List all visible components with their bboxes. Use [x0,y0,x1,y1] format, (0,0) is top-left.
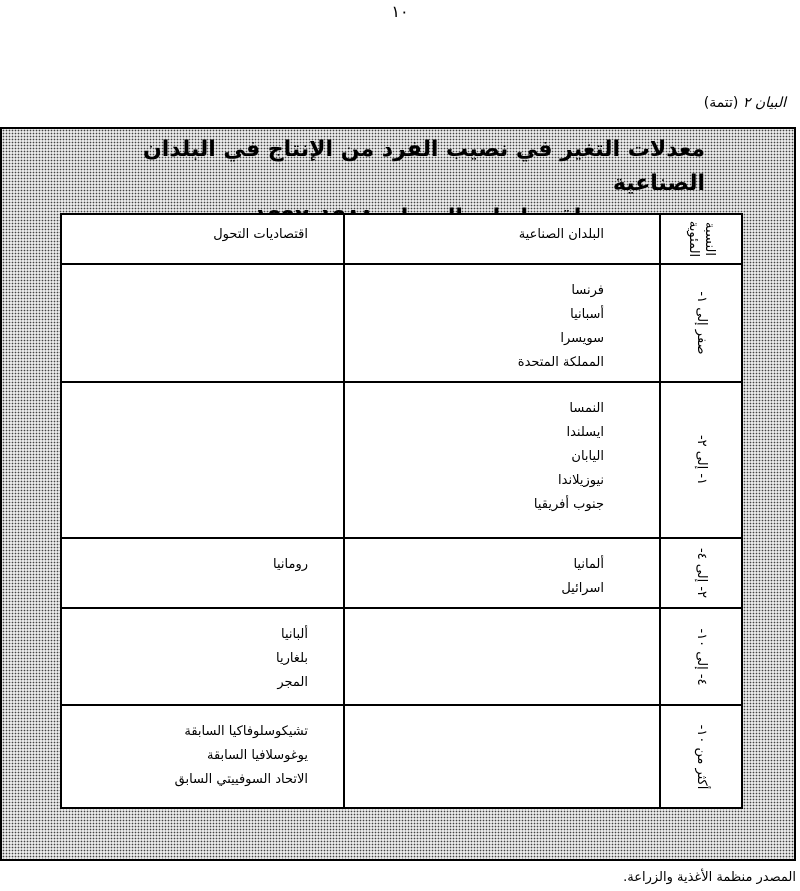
country-item: ألبانيا [281,627,308,642]
country-item: يوغوسلافيا السابقة [206,748,308,763]
caption-label: البيان ٢ [742,95,786,111]
country-item: فرنسا [571,283,604,298]
industrial-cell [344,264,660,382]
country-item: أسبانيا [570,307,604,322]
industrial-cell [344,705,660,808]
transition-cell [61,705,344,808]
industrial-cell [344,538,660,608]
transition-cell [61,382,344,538]
header-ratio: النسبة المئوية [660,214,742,264]
country-item: جنوب أفريقيا [533,497,604,512]
country-item: بلغاريا [275,651,308,666]
page-number: ١٠ [391,2,409,21]
country-item: رومانيا [273,557,308,572]
table-header-row [61,214,742,264]
country-item: النمسا [569,401,604,416]
country-item: اليابان [571,449,604,464]
table-row [61,705,742,808]
header-industrial: البلدان الصناعية [344,214,660,264]
table-row [61,264,742,382]
caption-suffix: (تتمة) [703,95,739,111]
figure-caption [704,95,786,111]
transition-cell [61,608,344,705]
transition-cell [61,264,344,382]
ratio-cell: ٤- إلى ١٠- [660,608,742,705]
country-item: تشيكوسلوفاكيا السابقة [184,724,308,739]
industrial-cell [344,382,660,538]
source-note: المصدر منظمة الأغذية والزراعة. [623,870,796,885]
table-row [61,538,742,608]
country-item: المجر [277,675,308,690]
country-item: ألمانيا [573,557,604,572]
transition-cell [61,538,344,608]
country-item: سويسرا [560,331,604,346]
title-line-1: معدلات التغير في نصيب الفرد من الإنتاج في البلدان الصناعية [142,137,705,196]
industrial-cell [344,608,660,705]
ratio-cell: ٢- إلى ٤- [660,538,742,608]
data-table [60,213,743,809]
country-item: ايسلندا [566,425,604,440]
country-item: المملكة المتحدة [517,355,604,370]
ratio-cell: ١- إلى ٢- [660,382,742,538]
ratio-cell: صفر إلى ١- [660,264,742,382]
table-row [61,382,742,538]
country-item: نيوزيلاندا [558,473,604,488]
table-row [61,608,742,705]
country-item: اسرائيل [561,581,604,596]
header-transition: اقتصاديات التحول [61,214,344,264]
country-item: الاتحاد السوفييتي السابق [174,772,308,787]
ratio-cell: أكثر من ١٠- [660,705,742,808]
